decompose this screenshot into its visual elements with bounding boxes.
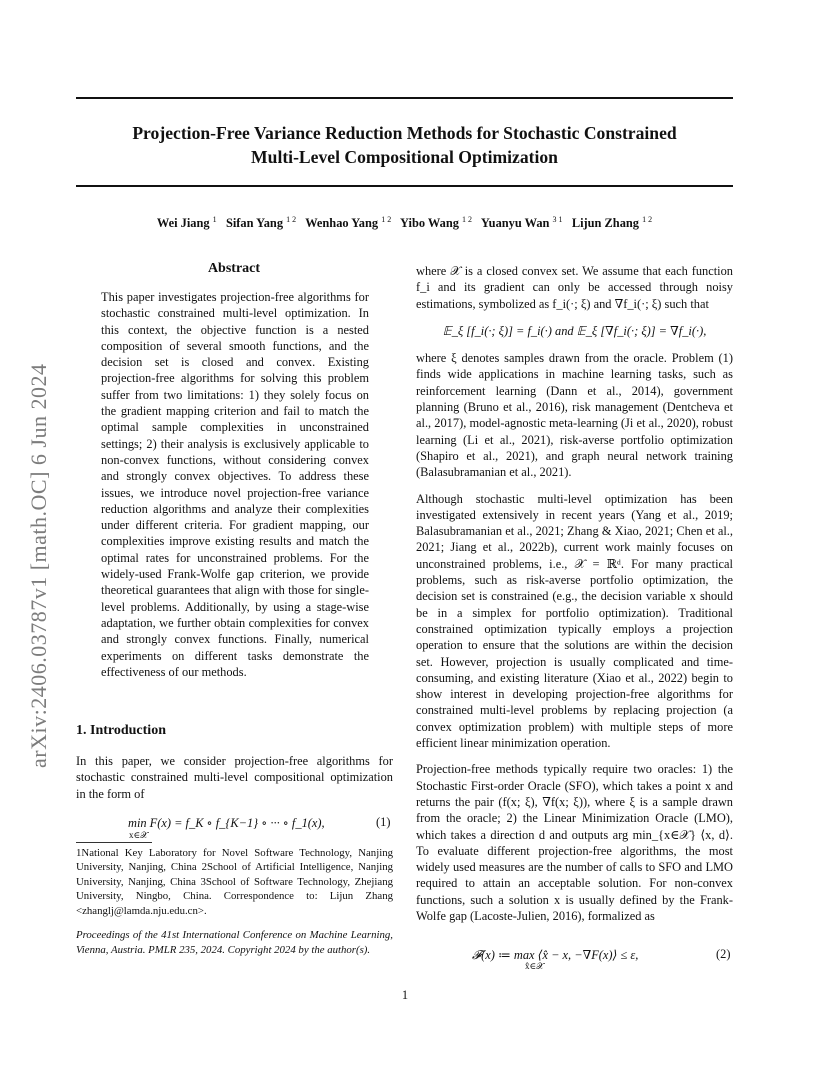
- footnote-rule: [76, 842, 152, 843]
- equation-2: 𝓕(x) ≔ max ⟨x̂ − x, −∇F(x)⟩ ≤ ε,: [472, 948, 639, 962]
- author: Lijun Zhang $^{1 2}$: [571, 215, 653, 231]
- proceedings-text: Proceedings of the 41st International Conference on Machine Learning, Vienna, Austria. PMLR 235, 2024. Copyright 2024 by the author(s).: [76, 929, 393, 956]
- expectation-equation: 𝔼_ξ [f_i(·; ξ)] = f_i(·) and 𝔼_ξ [∇f_i(·; ξ)] = ∇f_i(·),: [442, 323, 707, 338]
- right-paragraph-1: where 𝒳 is a closed convex set. We assume that each function f_i and its gradient can only be accessed through noisy estimations, symbolized as f_i(·; ξ) and ∇f_i(·; ξ) such that: [416, 264, 733, 311]
- right-paragraph-3: Although stochastic multi-level optimization has been investigated extensively in recent years (Yang et al., 2019; Balasubramanian et al., 2021; Zhang & Xiao, 2021; Chen et al., 2021; Jiang et al., 2022b), current work mainly focuses on unconstrained problems, i.e., 𝒳 = ℝᵈ. For many practical problems, such as risk-averse portfolio optimization, the decision set is constrained (e.g., the decision variable x should be in a simplex for portfolio optimization). Traditional constrained optimization typically employs a projection operation to ensure that the solutions are within the decision set. However, projection is usually complicated and time-consuming, and existing literature (Xiao et al., 2022) begin to show interest in developing projection-free algorithms for constrained multi-level problems by replacing projection (a convex optimization problem) with multiple steps of more efficient linear minimization operation.: [416, 491, 733, 751]
- author: Wenhao Yang $^{1 2}$: [305, 215, 392, 231]
- footnote-text: 1National Key Laboratory for Novel Software Technology, Nanjing University, Nanjing, China 2School of Artificial Intelligence, Nanjing University, Nanjing, China 3School of Software Technology, Zhejiang University, Ningbo, China. Correspondence to: Lijun Zhang <zhanglj@lamda.nju.edu.cn>.: [76, 847, 393, 917]
- author: Yuanyu Wan $^{3 1}$: [480, 215, 563, 231]
- equation-2-subscript: x̂∈𝒳: [525, 961, 544, 971]
- proceedings-note: [76, 928, 393, 957]
- equation-1: min F(x) = f_K ∘ f_{K−1} ∘ ··· ∘ f_1(x),: [128, 816, 325, 830]
- top-rule: [76, 97, 733, 99]
- title-line-1: Projection-Free Variance Reduction Methods for Stochastic Constrained: [132, 123, 677, 143]
- author-list: [76, 215, 733, 231]
- title-bottom-rule: [76, 185, 733, 187]
- section-heading: 1. Introduction: [76, 723, 166, 738]
- abstract-text: This paper investigates projection-free algorithms for stochastic constrained multi-level optimization. In this context, the objective function is a nested composition of several smooth functions, and the decision set is closed and convex. Existing projection-free algorithms for solving this problem suffer from two limitations: 1) they solely focus on the gradient mapping criterion and fail to match the optimal sample complexities in unconstrained settings; 2) their analysis is exclusively applicable to non-convex functions, without considering convex and strongly convex objectives. To address these issues, we introduce novel projection-free variance reduction algorithms and analyze their complexities under different criteria. For gradient mapping, our complexities improve existing results and match the optimal rates for unconstrained problems. For the widely-used Frank-Wolfe gap criterion, we provide theoretical guarantees that align with those for single-level problems. Additionally, by using a stage-wise adaptation, we further obtain complexities for convex and strongly convex functions. Finally, numerical experiments on different tasks demonstrate the effectiveness of our methods.: [101, 290, 369, 679]
- abstract-body: [101, 289, 369, 680]
- equation-1-number: (1): [376, 815, 391, 829]
- right-column: [416, 263, 733, 924]
- author: Wei Jiang $^1$: [156, 215, 217, 231]
- title-line-2: Multi-Level Compositional Optimization: [251, 147, 558, 167]
- footnote: [76, 846, 393, 918]
- page-number: 1: [401, 988, 409, 1002]
- intro-paragraph: In this paper, we consider projection-free algorithms for stochastic constrained multi-level compositional optimization in the form of: [76, 754, 393, 801]
- intro-paragraph-container: [76, 753, 393, 802]
- author: Yibo Wang $^{1 2}$: [400, 215, 473, 231]
- paper-title: [76, 121, 733, 169]
- arxiv-stamp: arXiv:2406.03787v1 [math.OC] 6 Jun 2024: [26, 363, 51, 768]
- equation-1-subscript: x∈𝒳: [129, 830, 148, 840]
- right-paragraph-4: Projection-free methods typically require two oracles: 1) the Stochastic First-order Oracle (SFO), which takes a point x and returns the pair (f(x; ξ), ∇f(x; ξ)), where ξ is a sample drawn from the oracle; 2) the Linear Minimization Oracle (LMO), which takes a direction d and outputs arg min_{x∈𝒳} ⟨x, d⟩. To evaluate different projection-free algorithms, the most widely used measures are the number of calls to SFO and LMO required to attain an acceptable solution. For non-convex functions, such a solution x is usually defined by the Frank-Wolfe gap (Lacoste-Julien, 2016), formalized as: [416, 762, 733, 923]
- equation-2-number: (2): [716, 947, 731, 961]
- right-paragraph-2: where ξ denotes samples drawn from the oracle. Problem (1) finds wide applications in machine learning tasks, such as reinforcement learning (Dann et al., 2014), government planning (Bruno et al., 2016), risk management (Dentcheva et al., 2017), model-agnostic meta-learning (Ji et al., 2020), robust learning (Li et al., 2021), risk-averse portfolio optimization (Shapiro et al., 2021), and graph neural network training (Balasubramanian et al., 2021).: [416, 351, 733, 480]
- abstract-heading: Abstract: [207, 261, 261, 276]
- author: Sifan Yang $^{1 2}$: [225, 215, 297, 231]
